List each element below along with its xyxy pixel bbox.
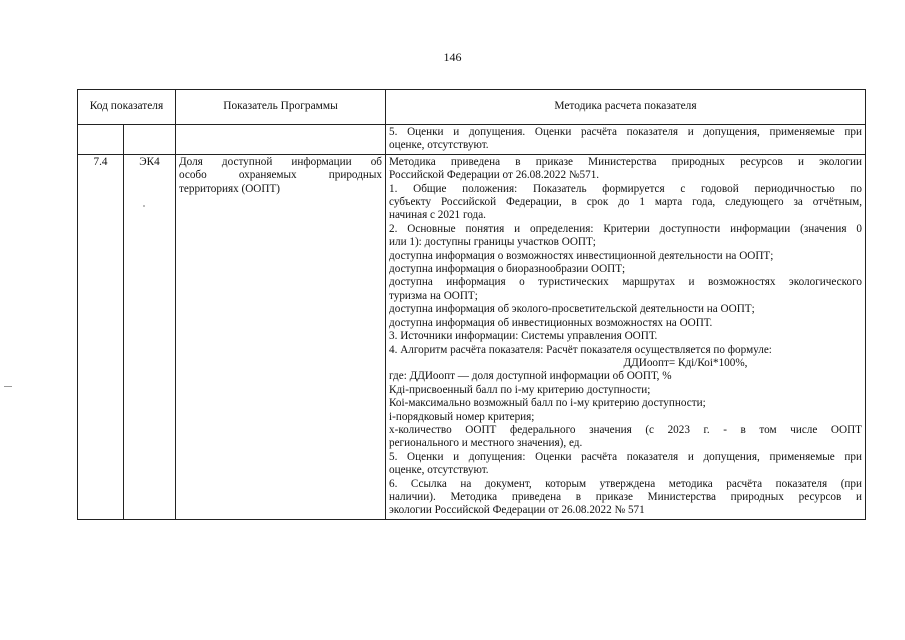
- indicator-line: особо охраняемых природных: [179, 169, 382, 182]
- method-line: 4. Алгоритм расчёта показателя: Расчёт показателя осуществляется по формуле:: [389, 343, 772, 356]
- method-line: 2. Основные понятия и определения: Критерии доступности информации (значения 0: [389, 222, 862, 235]
- method-line: оценке, отсутствуют.: [389, 464, 489, 477]
- method-line: Коi-максимально возможный балл по i-му критерию доступности;: [389, 397, 706, 410]
- cell-indicator: [176, 154, 386, 519]
- method-line: экологии Российской Федерации от 26.08.2022 № 571: [389, 504, 645, 517]
- method-line: x-количество ООПТ федерального значения (с 2023 г. - в том числе ООПТ: [389, 423, 862, 436]
- cell-empty: [124, 125, 176, 155]
- method-line: оценке, отсутствуют.: [389, 139, 489, 152]
- cell-method-continued: [386, 125, 866, 155]
- method-line: Методика приведена в приказе Министерства природных ресурсов и экологии: [389, 155, 862, 168]
- method-line: субъекту Российской Федерации, в срок до 1 марта года, следующего за отчётным,: [389, 196, 862, 209]
- method-line: или 1): доступны границы участков ООПТ;: [389, 236, 596, 249]
- method-line: регионального и местного значения), ед.: [389, 437, 583, 450]
- table-header-row: [78, 90, 866, 125]
- header-indicator: Показатель Программы: [176, 90, 386, 125]
- method-line: 5. Оценки и допущения. Оценки расчёта показателя и допущения, применяемые при: [389, 126, 862, 138]
- table-row-continued: [78, 125, 866, 155]
- method-line: доступна информация о туристических маршрутах и возможностях экологического: [389, 276, 862, 289]
- method-line: начиная с 2021 года.: [389, 209, 486, 222]
- method-line: 3. Источники информации: Системы управления ООПТ.: [389, 330, 658, 343]
- method-line: Российской Федерации от 26.08.2022 №571.: [389, 169, 600, 182]
- method-line: доступна информация о возможностях инвестиционной деятельности на ООПТ;: [389, 249, 774, 262]
- method-line: доступна информация о биоразнообразии ООПТ;: [389, 263, 626, 276]
- header-method: Методика расчета показателя: [386, 90, 866, 125]
- method-line: где: ДДИоопт — доля доступной информации об ООПТ, %: [389, 370, 672, 383]
- table-row: [78, 154, 866, 519]
- header-code: Код показателя: [78, 90, 176, 125]
- indicator-line: Доля доступной информации об: [179, 155, 382, 168]
- margin-mark: [4, 386, 12, 387]
- method-line: 5. Оценки и допущения: Оценки расчёта показателя и допущения, применяемые при: [389, 450, 862, 463]
- method-line: доступна информация об инвестиционных возможностях на ООПТ.: [389, 316, 713, 329]
- method-line: доступна информация об эколого-просветительской деятельности на ООПТ;: [389, 303, 755, 316]
- formula-line: ДДИоопт= Кдi/Коi*100%,: [623, 356, 748, 369]
- cell-row-code: ЭК4: [124, 154, 176, 519]
- page-number: 146: [443, 50, 462, 64]
- cell-method: [386, 154, 866, 519]
- indicator-line: территориях (ООПТ): [179, 182, 281, 195]
- method-line: 6. Ссылка на документ, которым утверждена методика расчёта показателя (при: [389, 477, 862, 490]
- method-line: 1. Общие положения: Показатель формируется с годовой периодичностью по: [389, 182, 862, 195]
- cell-empty: [176, 125, 386, 155]
- method-line: i-порядковый номер критерия;: [389, 410, 535, 423]
- method-line: Кдi-присвоенный балл по i-му критерию доступности;: [389, 383, 651, 396]
- cell-row-number: 7.4: [78, 154, 124, 519]
- indicators-table: [77, 89, 866, 520]
- method-line: туризма на ООПТ;: [389, 289, 478, 302]
- method-line: наличии). Методика приведена в приказе Министерства природных ресурсов и: [389, 490, 862, 503]
- cell-empty: [78, 125, 124, 155]
